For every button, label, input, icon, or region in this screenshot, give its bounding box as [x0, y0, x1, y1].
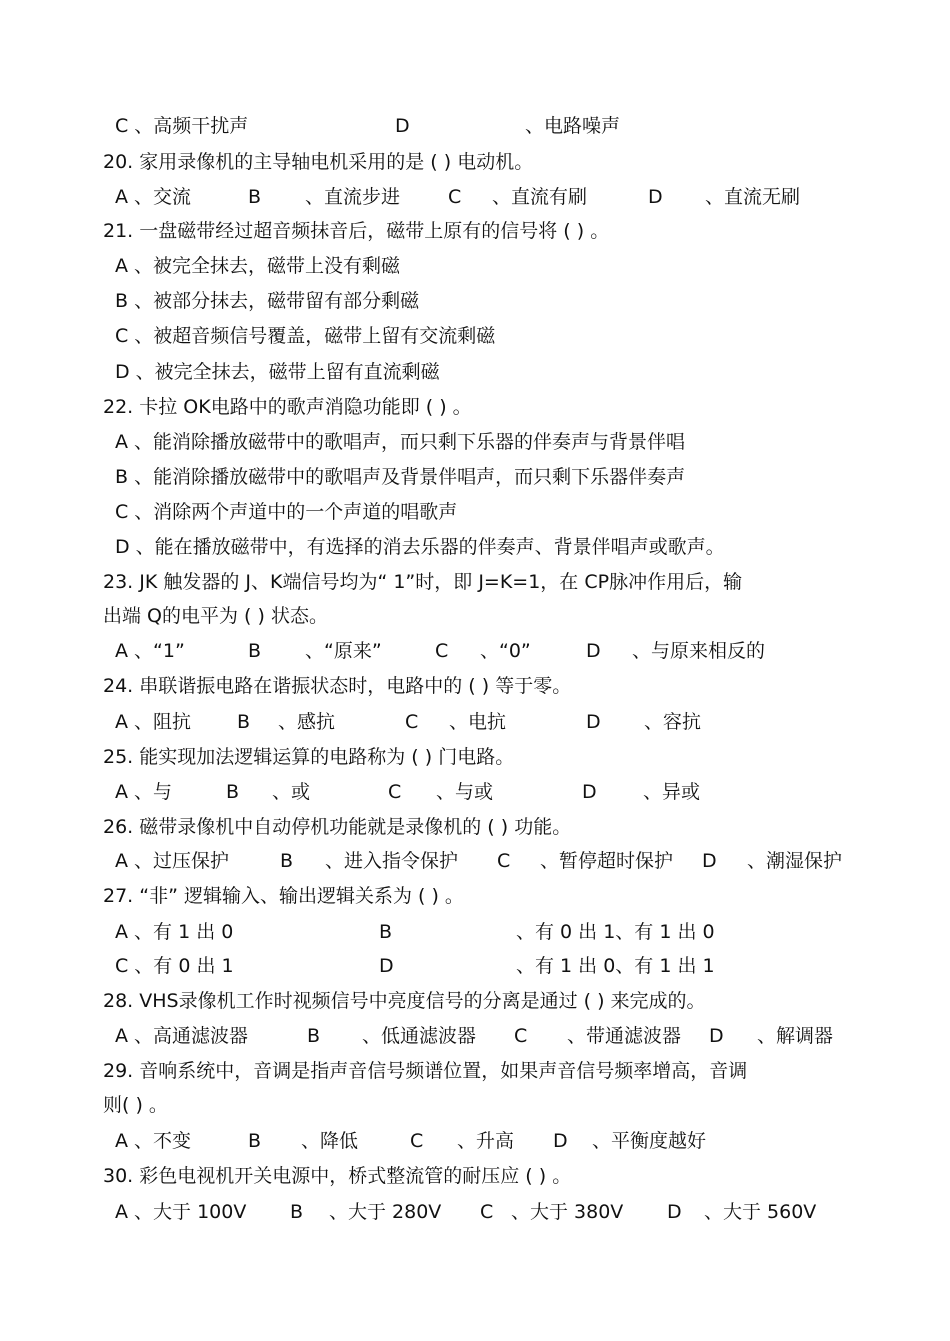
option-segment: 、带通滤波器	[567, 1025, 682, 1047]
option-segment: 、感抗	[278, 711, 336, 733]
option-segment: 、容抗	[644, 711, 702, 733]
option-segment: C 、有 0 出 1	[115, 955, 234, 977]
line-text: 则( ) 。	[103, 1094, 168, 1116]
option-segment: A 、与	[115, 781, 173, 803]
option-segment: 、有 0 出 1、有 1 出 0	[516, 921, 715, 943]
option-segment: B	[248, 1130, 262, 1152]
option-segment: C	[435, 640, 449, 662]
text-line	[0, 1126, 950, 1156]
line-text: 27. “非” 逻辑输入、输出逻辑关系为 ( ) 。	[103, 885, 464, 907]
option-segment: C	[410, 1130, 424, 1152]
option-segment: A 、“1”	[115, 640, 185, 662]
line-text: 29. 音响系统中，音调是指声音信号频谱位置，如果声音信号频率增高，音调	[103, 1060, 748, 1082]
text-line	[0, 182, 950, 212]
option-segment: 、异或	[643, 781, 701, 803]
option-segment: B	[307, 1025, 321, 1047]
option-segment: B	[290, 1201, 304, 1223]
text-line	[0, 742, 950, 772]
line-text: 22. 卡拉 OK电路中的歌声消隐功能即 ( ) 。	[103, 396, 472, 418]
text-line	[0, 1161, 950, 1191]
option-segment: B	[248, 640, 262, 662]
text-line	[0, 777, 950, 807]
text-line	[0, 881, 950, 911]
line-text: D 、能在播放磁带中，有选择的消去乐器的伴奏声、背景伴唱声或歌声。	[115, 536, 725, 558]
option-segment: D	[702, 850, 717, 872]
option-segment: 、解调器	[757, 1025, 834, 1047]
text-line	[0, 567, 950, 597]
option-segment: 、“原来”	[305, 640, 382, 662]
option-segment: A 、不变	[115, 1130, 192, 1152]
option-segment: D	[553, 1130, 568, 1152]
text-line	[0, 1090, 950, 1120]
text-line	[0, 462, 950, 492]
line-text: 25. 能实现加法逻辑运算的电路称为 ( ) 门电路。	[103, 746, 515, 768]
text-line	[0, 601, 950, 631]
text-line	[0, 286, 950, 316]
text-line	[0, 951, 950, 981]
line-text: C 、消除两个声道中的一个声道的唱歌声	[115, 501, 458, 523]
line-text: 20. 家用录像机的主导轴电机采用的是 ( ) 电动机。	[103, 151, 534, 173]
line-text: 28. VHS录像机工作时视频信号中亮度信号的分离是通过 ( ) 来完成的。	[103, 990, 706, 1012]
text-line	[0, 532, 950, 562]
line-text: 30. 彩色电视机开关电源中，桥式整流管的耐压应 ( ) 。	[103, 1165, 572, 1187]
option-segment: B	[237, 711, 251, 733]
text-line	[0, 357, 950, 387]
option-segment: 、大于 560V	[704, 1201, 817, 1223]
option-segment: C	[480, 1201, 494, 1223]
option-segment: 、潮湿保护	[747, 850, 843, 872]
line-text: B 、被部分抹去，磁带留有部分剩磁	[115, 290, 420, 312]
option-segment: 、暂停超时保护	[540, 850, 674, 872]
text-line	[0, 147, 950, 177]
option-segment: 、降低	[301, 1130, 359, 1152]
text-line	[0, 216, 950, 246]
option-segment: B	[226, 781, 240, 803]
option-segment: C	[405, 711, 419, 733]
text-line	[0, 392, 950, 422]
option-segment: A 、阻抗	[115, 711, 192, 733]
line-text: 26. 磁带录像机中自动停机功能就是录像机的 ( ) 功能。	[103, 816, 572, 838]
text-line	[0, 636, 950, 666]
option-segment: 、有 1 出 0、有 1 出 1	[516, 955, 715, 977]
option-segment: A 、过压保护	[115, 850, 230, 872]
option-segment: 、与或	[436, 781, 494, 803]
text-line	[0, 427, 950, 457]
option-segment: A 、交流	[115, 186, 192, 208]
option-segment: 、电路噪声	[525, 115, 621, 137]
text-line	[0, 111, 950, 141]
text-line	[0, 1056, 950, 1086]
option-segment: C	[388, 781, 402, 803]
option-segment: 、升高	[457, 1130, 515, 1152]
line-text: 23. JK 触发器的 J、K端信号均为“ 1”时，即 J=K=1，在 CP脉冲作用后，输	[103, 571, 743, 593]
text-line	[0, 986, 950, 1016]
text-line	[0, 846, 950, 876]
option-segment: 、与原来相反的	[632, 640, 766, 662]
option-segment: 、电抗	[449, 711, 507, 733]
option-segment: D	[395, 115, 410, 137]
option-segment: C	[514, 1025, 528, 1047]
option-segment: 、大于 380V	[511, 1201, 624, 1223]
text-line	[0, 1021, 950, 1051]
option-segment: B	[280, 850, 294, 872]
option-segment: B	[379, 921, 393, 943]
option-segment: 、直流有刷	[492, 186, 588, 208]
line-text: 24. 串联谐振电路在谐振状态时，电路中的 ( ) 等于零。	[103, 675, 572, 697]
line-text: C 、被超音频信号覆盖，磁带上留有交流剩磁	[115, 325, 496, 347]
option-segment: 、或	[272, 781, 311, 803]
option-segment: 、低通滤波器	[362, 1025, 477, 1047]
text-line	[0, 707, 950, 737]
option-segment: D	[379, 955, 394, 977]
option-segment: 、大于 280V	[329, 1201, 442, 1223]
text-line	[0, 497, 950, 527]
line-text: 出端 Q的电平为 ( ) 状态。	[103, 605, 328, 627]
line-text: A 、能消除播放磁带中的歌唱声，而只剩下乐器的伴奏声与背景伴唱	[115, 431, 686, 453]
option-segment: A 、大于 100V	[115, 1201, 247, 1223]
line-text: D 、被完全抹去，磁带上留有直流剩磁	[115, 361, 440, 383]
option-segment: B	[248, 186, 262, 208]
text-line	[0, 671, 950, 701]
option-segment: D	[667, 1201, 682, 1223]
option-segment: C 、高频干扰声	[115, 115, 249, 137]
option-segment: C	[448, 186, 462, 208]
line-text: 21. 一盘磁带经过超音频抹音后，磁带上原有的信号将 ( ) 。	[103, 220, 610, 242]
option-segment: C	[497, 850, 511, 872]
line-text: A 、被完全抹去，磁带上没有剩磁	[115, 255, 401, 277]
option-segment: D	[586, 640, 601, 662]
option-segment: D	[582, 781, 597, 803]
option-segment: 、进入指令保护	[325, 850, 459, 872]
text-line	[0, 1197, 950, 1227]
option-segment: 、平衡度越好	[592, 1130, 707, 1152]
option-segment: 、直流步进	[305, 186, 401, 208]
option-segment: 、“0”	[480, 640, 531, 662]
option-segment: A 、有 1 出 0	[115, 921, 234, 943]
option-segment: D	[586, 711, 601, 733]
option-segment: 、直流无刷	[705, 186, 801, 208]
line-text: B 、能消除播放磁带中的歌唱声及背景伴唱声，而只剩下乐器伴奏声	[115, 466, 686, 488]
text-line	[0, 251, 950, 281]
option-segment: D	[648, 186, 663, 208]
text-line	[0, 321, 950, 351]
text-line	[0, 812, 950, 842]
option-segment: A 、高通滤波器	[115, 1025, 249, 1047]
text-line	[0, 917, 950, 947]
option-segment: D	[709, 1025, 724, 1047]
